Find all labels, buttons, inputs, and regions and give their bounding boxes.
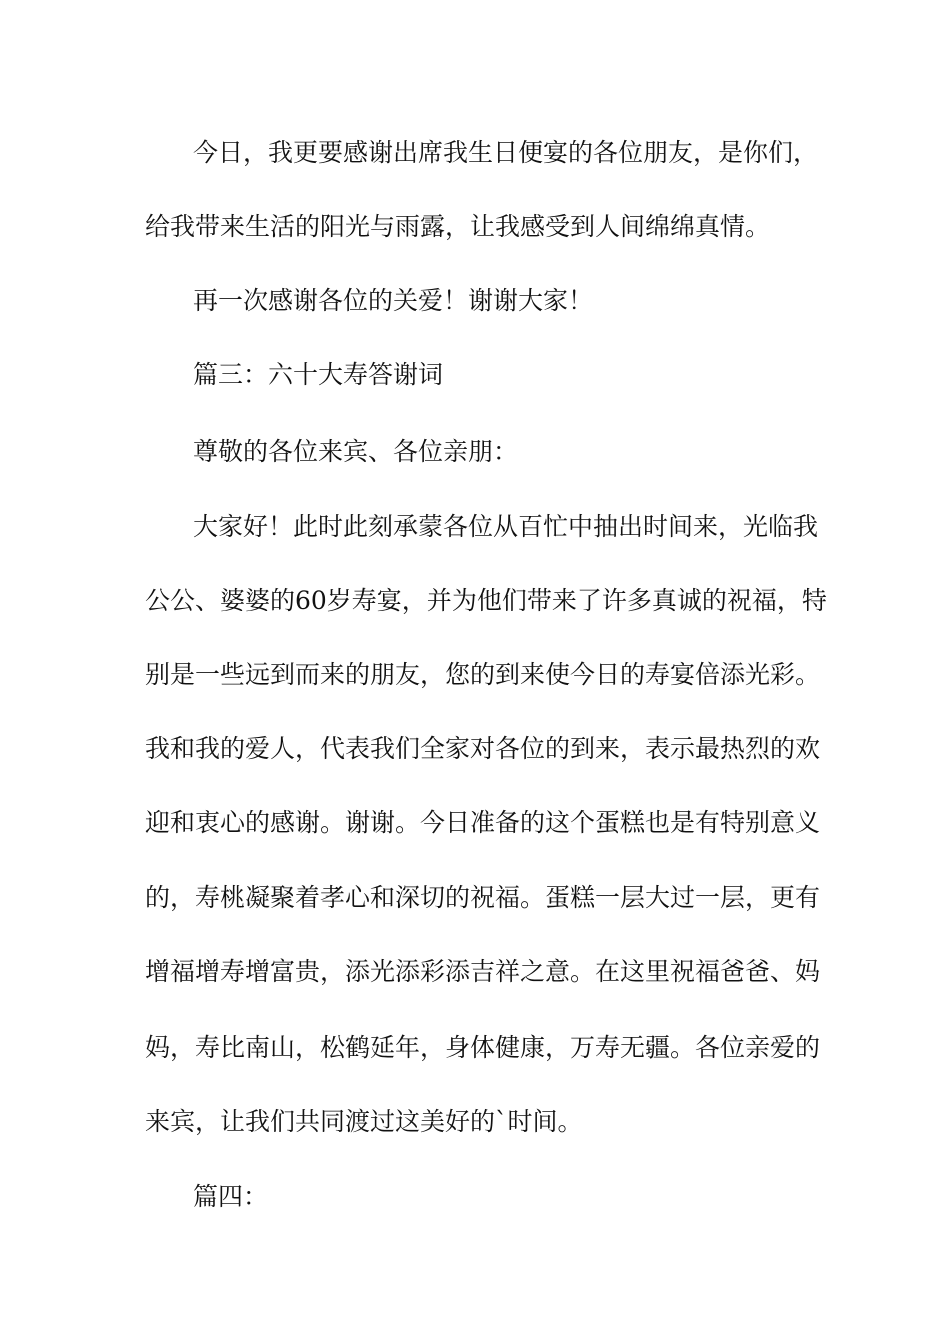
paragraph-line: 今日，我更要感谢出席我生日便宴的各位朋友，是你们， [193,138,819,167]
paragraph-line: 公公、婆婆的60岁寿宴，并为他们带来了许多真诚的祝福，特 [145,586,827,615]
paragraph-line: 的，寿桃凝聚着孝心和深切的祝福。蛋糕一层大过一层，更有 [145,883,821,912]
salutation-line: 尊敬的各位来宾、各位亲朋： [193,437,519,466]
section-heading: 篇四： [193,1182,269,1211]
paragraph-line: 增福增寿增富贵，添光添彩添吉祥之意。在这里祝福爸爸、妈 [145,957,821,986]
paragraph-line: 再一次感谢各位的关爱！谢谢大家！ [193,286,594,315]
paragraph-line: 妈，寿比南山，松鹤延年，身体健康，万寿无疆。各位亲爱的 [145,1033,821,1062]
paragraph-line: 我和我的爱人，代表我们全家对各位的到来，表示最热烈的欢 [145,734,821,763]
paragraph-line: 来宾，让我们共同渡过这美好的`时间。 [145,1107,583,1136]
paragraph-line: 大家好！此时此刻承蒙各位从百忙中抽出时间来，光临我 [193,512,819,541]
paragraph-line: 给我带来生活的阳光与雨露，让我感受到人间绵绵真情。 [145,212,771,241]
paragraph-line: 迎和衷心的感谢。谢谢。今日准备的这个蛋糕也是有特别意义 [145,808,821,837]
section-heading: 篇三：六十大寿答谢词 [193,360,444,389]
paragraph-line: 别是一些远到而来的朋友，您的到来使今日的寿宴倍添光彩。 [145,660,821,689]
